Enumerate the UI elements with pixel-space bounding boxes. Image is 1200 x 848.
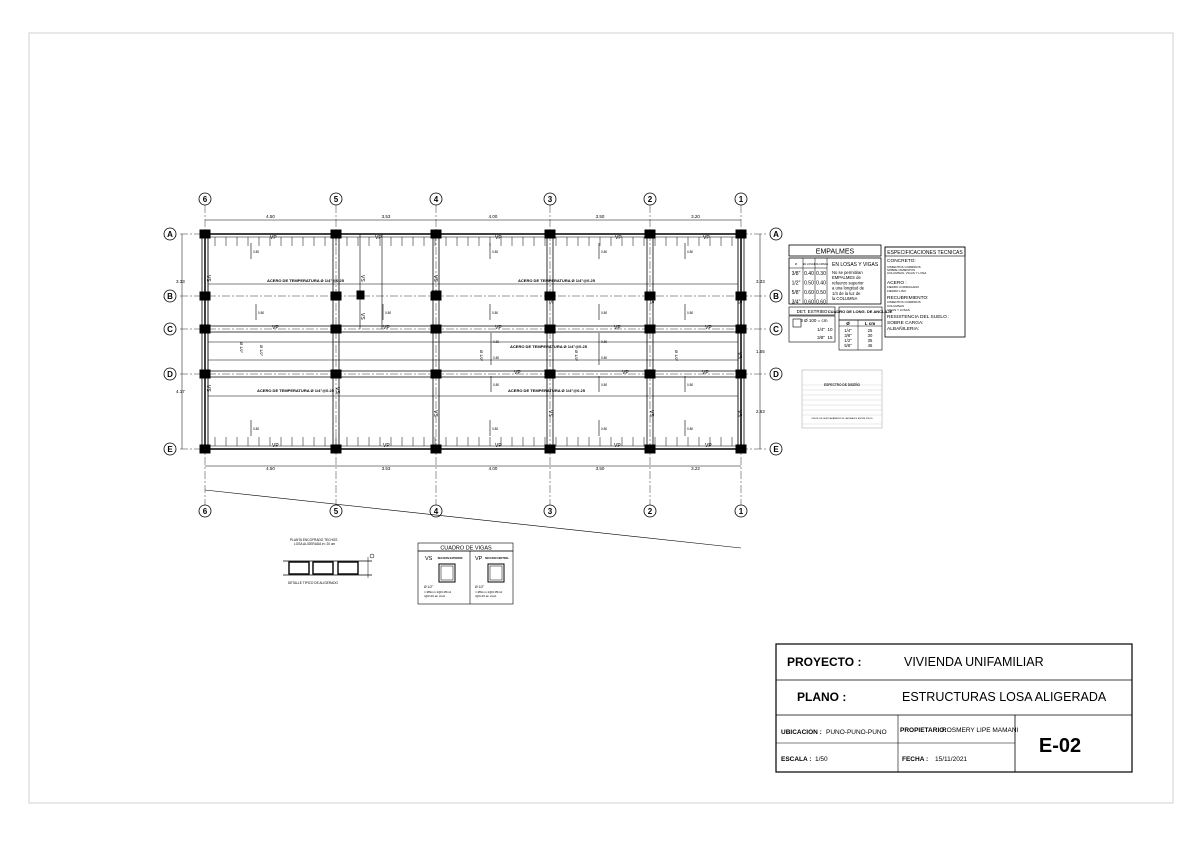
empalmes-col-1: EN LOSAS: [802, 263, 816, 266]
spec-line: VIGAS Y LOSAS: [887, 308, 910, 312]
column: [431, 230, 441, 238]
anclaje-cell: 5/8": [844, 343, 852, 348]
beam-label-vs: VS: [736, 410, 742, 417]
proyecto-value: VIVIENDA UNIFAMILIAR: [904, 655, 1044, 669]
spec-line: CIMIENTOS CORRIDOS: [887, 265, 921, 269]
empalmes-cell: 3/4": [791, 299, 801, 306]
column: [736, 230, 746, 238]
viga-vp-note1: Ø 1/2": [475, 585, 485, 589]
rebar-length: 0.80: [493, 356, 500, 360]
column: [545, 445, 555, 453]
vigas-title: CUADRO DE VIGAS: [440, 545, 492, 552]
estribo-header: 3 Ø 100 = cm: [800, 318, 828, 323]
axis-label: 4: [433, 195, 439, 204]
viga-vs-tag: VS: [425, 556, 433, 562]
column: [545, 325, 555, 333]
sheet-code: E-02: [1038, 735, 1082, 757]
beam-label-vp: VP: [702, 370, 709, 376]
temperature-steel-note: ACERO DE TEMPERATURA Ø 1/4"@0.25: [510, 344, 587, 349]
spec-line: ALBAÑILERIA:: [887, 327, 920, 332]
beam-label-vs: VS: [205, 385, 211, 392]
empalmes-cell: 0.50: [816, 290, 826, 296]
viga-vs-note2: □ Ø6mm:1@0.05m1: [424, 590, 452, 594]
beam-label-vp: VP: [495, 325, 502, 331]
espectro-title: ESPECTRO DE DISEÑO: [824, 383, 860, 387]
axis-label: 6: [202, 195, 208, 204]
beam-label-vs: VS: [736, 297, 742, 304]
spec-line: ACERO :: [887, 281, 907, 286]
sheet-border: [29, 33, 1173, 803]
beam-label-vp: VP: [272, 443, 279, 449]
axis-label: 2: [647, 195, 653, 204]
column: [331, 445, 341, 453]
escala-label: ESCALA :: [781, 756, 812, 763]
viga-vp-note2: □ Ø6mm:1@0.05m1: [475, 590, 503, 594]
ubicacion-label: UBICACION :: [781, 729, 822, 736]
beam-label-vp: VP: [614, 325, 621, 331]
plano-value: ESTRUCTURAS LOSA ALIGERADA: [902, 690, 1107, 704]
beam-label-vs: VS: [547, 297, 553, 304]
spec-line: CIMIENTOS CORRIDOS: [887, 300, 921, 304]
ladrillo-block: [313, 562, 333, 574]
espectro-table: [802, 370, 882, 428]
column: [200, 325, 210, 333]
axis-label: 1: [738, 507, 744, 516]
empalmes-cell: 1/2": [791, 280, 801, 287]
beam-label-vp: VP: [614, 443, 621, 449]
axis-label: D: [773, 370, 779, 379]
axis-label: E: [773, 445, 779, 454]
column: [736, 445, 746, 453]
anclaje-cell: 1/2": [844, 338, 852, 343]
beam-label-vs: VS: [359, 313, 365, 320]
beam-label-vp: VP: [495, 443, 502, 449]
empalmes-cell: 5/8": [791, 290, 801, 296]
spec-line: FIERRO CORRUGADO: [887, 285, 920, 289]
dim-text: 2.63: [756, 409, 765, 414]
dim-text: 3.53: [381, 466, 391, 471]
beam-label-vs: VS: [547, 410, 553, 417]
spec-line: COLUMNAS, VIGAS Y LOSA: [887, 271, 927, 275]
beam-label-vp: VP: [705, 325, 712, 331]
column: [645, 325, 655, 333]
fecha-label: FECHA :: [902, 756, 929, 763]
dim-text: 3.50: [595, 466, 605, 471]
reference-line: [202, 490, 741, 548]
dim-text: 1.55: [756, 349, 765, 354]
rebar-note: Ø 1/2": [574, 350, 579, 362]
rebar-length: 0.80: [601, 250, 608, 254]
estribo-title: DET. ESTRIBO: [796, 309, 828, 314]
rebar-length: 0.80: [492, 250, 499, 254]
beam-label-vs: VS: [334, 387, 340, 394]
ladrillo-block: [338, 562, 358, 574]
axis-label: 1: [738, 195, 744, 204]
dim-text: 4.50: [266, 466, 275, 471]
column: [331, 292, 341, 300]
detalle-title1: PLANTA ENCOFRADO TECHOS: [290, 538, 338, 542]
dim-text: 3.33: [176, 279, 185, 284]
detalle-title2: LOSA ALIGERADA e= 20 cm: [294, 542, 336, 546]
temperature-steel-note: ACERO DE TEMPERATURA Ø 1/4"@0.25: [508, 388, 585, 393]
rebar-note: Ø 1/2": [259, 345, 264, 357]
floor-plan: [164, 193, 782, 517]
beam-label-vp: VP: [703, 235, 710, 241]
axis-label: D: [167, 370, 173, 379]
axis-label: 6: [202, 507, 208, 516]
beam-label-vp: VP: [615, 235, 622, 241]
axis-label: 3: [547, 507, 553, 516]
plano-label: PLANO :: [797, 690, 847, 704]
column: [545, 230, 555, 238]
dim-text: 3.33: [756, 279, 765, 284]
rebar-length: 0.80: [385, 311, 392, 315]
empalmes-note: EMPALMES de: [832, 275, 861, 281]
axis-label: 2: [647, 507, 653, 516]
empalmes-cell: 0.30: [816, 271, 826, 277]
especificaciones-tecnicas: [885, 247, 965, 337]
dim-text: 4.00: [488, 214, 498, 219]
column: [200, 370, 210, 378]
anclaje-cell: 30: [867, 333, 873, 338]
empalmes-cell: 0.40: [816, 280, 826, 287]
temperature-steel-note: ACERO DE TEMPERATURA Ø 1/4"@0.25: [257, 388, 334, 393]
column: [431, 445, 441, 453]
dim-text: 4.50: [266, 214, 275, 219]
rebar-length: 0.80: [601, 340, 608, 344]
anclaje-cell: 35: [867, 338, 873, 343]
column: [645, 370, 655, 378]
spec-line: FIERRO LISO: [887, 289, 907, 293]
anclaje-col-1: L cm: [864, 321, 876, 326]
rebar-length: 0.80: [687, 311, 694, 315]
viga-vs: [424, 556, 463, 598]
axis-label: A: [773, 230, 779, 239]
anclaje-cell: 3/8": [844, 333, 852, 338]
empalmes-note: 1/4 de la luz de: [832, 290, 861, 296]
empalmes-table: [789, 245, 881, 306]
beam-label-vp: VP: [272, 325, 279, 331]
viga-vp-section: SECCION CENTRAL: [484, 557, 510, 560]
beam-label-vp: VP: [705, 443, 712, 449]
viga-vp-tag: VP: [475, 556, 483, 562]
beam-label-vp: VP: [383, 443, 390, 449]
column: [545, 370, 555, 378]
axis-label: 5: [333, 195, 339, 204]
empalmes-title: EMPALMES: [815, 248, 855, 256]
rebar-length: 0.80: [687, 427, 694, 431]
rebar-length: 0.80: [253, 250, 260, 254]
column: [432, 291, 441, 299]
anclaje-title: CUADRO DE LONG. DE ANCLAJE: [827, 309, 893, 314]
axis-label: B: [773, 292, 779, 301]
rebar-note: Ø 1/2": [674, 350, 679, 362]
empalmes-cell: 0.50: [804, 280, 814, 287]
dim-text: 4.00: [488, 466, 498, 471]
beam-label-vs: VS: [359, 275, 365, 282]
rebar-length: 0.80: [492, 427, 499, 431]
estribo-r0-a: 1/4": [817, 327, 825, 332]
rebar-length: 0.80: [253, 427, 260, 431]
axis-label: C: [167, 325, 173, 334]
viga-vs-note3: r@0.20 an c/ext: [424, 594, 446, 598]
empalmes-cell: 3/8": [791, 271, 801, 277]
rebar-length: 0.80: [601, 427, 608, 431]
empalmes-note: la COLUMNA: [832, 296, 858, 301]
dim-text: 3.50: [595, 214, 605, 219]
ubicacion-value: PUNO-PUNO-PUNO: [826, 729, 887, 736]
viga-vp: [475, 556, 509, 598]
column: [431, 325, 441, 333]
propietario-value: ROSMERY LIPE MAMANI: [942, 727, 1019, 734]
axis-label: 3: [547, 195, 553, 204]
dim-text: 3.20: [691, 214, 700, 219]
viga-vs-note1: Ø 1/2": [424, 585, 434, 589]
dim-text: 3.22: [691, 466, 700, 471]
anclaje-cell: 25: [867, 328, 873, 333]
column: [736, 370, 746, 378]
beam-label-vp: VP: [495, 235, 502, 241]
axis-label: 5: [333, 507, 339, 516]
column: [431, 370, 441, 378]
dim-text: 3.53: [381, 214, 391, 219]
rebar-length: 0.80: [493, 340, 500, 344]
estribo-r0-b: 10: [827, 327, 833, 332]
rebar-length: 0.80: [601, 356, 608, 360]
column: [331, 230, 341, 238]
beam-label-vp: VP: [622, 370, 629, 376]
estribo-r1-a: 3/8": [817, 335, 825, 340]
dim-text: 4.17: [176, 389, 185, 394]
beam-label-vs: VS: [736, 352, 742, 359]
column: [200, 230, 210, 238]
empalmes-cell: 0.60: [816, 299, 826, 306]
anclaje-cell: 1/4": [844, 328, 852, 333]
column: [357, 291, 364, 299]
rebar-note: Ø 1/2": [479, 350, 484, 362]
rebar-length: 0.80: [601, 383, 608, 387]
column: [736, 325, 746, 333]
rebar-length: 0.80: [687, 383, 694, 387]
column: [331, 370, 341, 378]
axis-label: E: [167, 445, 173, 454]
detalle-aligerado: [283, 538, 374, 585]
empalmes-col-0: Ø: [795, 263, 797, 266]
slab-inner-outline: [208, 237, 738, 446]
spec-line: SOBRE CARGA:: [887, 321, 924, 326]
fecha-value: 15/11/2021: [935, 756, 968, 763]
column: [645, 445, 655, 453]
viga-vp-note3: r@0.20 an c/ext: [475, 594, 497, 598]
beam-label-vp: VP: [375, 235, 382, 241]
axis-label: B: [167, 292, 173, 301]
rebar-length: 0.80: [493, 383, 500, 387]
empalmes-cell: 0.40: [804, 271, 814, 277]
viga-vs-section: SECCION EXTERIOR: [437, 557, 463, 560]
beam-label-vs: VS: [205, 275, 211, 282]
empalmes-note: a una longitud de: [832, 285, 865, 291]
temperature-steel-note: ACERO DE TEMPERATURA Ø 1/4"@0.25: [267, 278, 344, 283]
axis-label: 4: [433, 507, 439, 516]
anclaje-col-0: Ø: [846, 321, 850, 326]
title-block: [776, 644, 1132, 772]
beam-label-vp: VP: [514, 370, 521, 376]
slab-outline: [205, 234, 741, 449]
beam-label-vs: VS: [432, 275, 438, 282]
espectro-subtitle: LIMITE DE DESPLAZAMIENTOS LATERALES ENTRE PISOS: [811, 418, 873, 420]
estribo-r1-b: 15: [827, 335, 833, 340]
column: [200, 292, 210, 300]
rebar-note: Ø 1/2": [239, 342, 244, 354]
column: [331, 325, 341, 333]
spec-line: CONCRETO:: [887, 259, 916, 264]
empalmes-cell: 0.60: [804, 299, 814, 306]
spec-line: SOBRE CIMIENTOS: [887, 268, 915, 272]
detalle-caption: DETALLE TIPICO DE ALIGERADO: [288, 581, 339, 585]
cuadro-de-vigas: [418, 543, 513, 604]
empalmes-note: No se permitiran: [832, 270, 863, 275]
propietario-label: PROPIETARIO:: [900, 727, 947, 734]
column: [645, 230, 655, 238]
empalmes-side-title: EN LOSAS Y VIGAS: [832, 262, 879, 268]
rebar-length: 0.80: [687, 250, 694, 254]
column: [200, 445, 210, 453]
anclaje-table: [828, 307, 893, 350]
temperature-steel-note: ACERO DE TEMPERATURA Ø 1/4"@0.25: [518, 278, 595, 283]
beam-label-vs: VS: [648, 297, 654, 304]
ladrillo-block: [289, 562, 309, 574]
empalmes-cell: 0.60: [804, 290, 814, 296]
beam-label-vp: VP: [383, 325, 390, 331]
rebar-length: 0.80: [601, 311, 608, 315]
beam-label-vp: VP: [270, 235, 277, 241]
beam-label-vs: VS: [648, 410, 654, 417]
rebar-length: 0.80: [258, 311, 265, 315]
beam-label-vs: VS: [432, 410, 438, 417]
rebar-length: 0.80: [492, 311, 499, 315]
escala-value: 1/50: [815, 756, 828, 763]
specs-title: ESPECIFICACIONES TECNICAS: [887, 250, 963, 256]
anclaje-cell: 45: [867, 343, 873, 348]
spec-line: RECUBRIMIENTO:: [887, 296, 929, 301]
axis-label: A: [167, 230, 173, 239]
empalmes-col-2: COLUMNAS: [813, 263, 829, 266]
empalmes-note: refuerzo superior: [832, 280, 864, 286]
axis-label: C: [773, 325, 779, 334]
spec-line: COLUMNAS: [887, 304, 905, 308]
spec-line: RESISTENCIA DEL SUELO :: [887, 315, 950, 320]
proyecto-label: PROYECTO :: [787, 655, 862, 669]
